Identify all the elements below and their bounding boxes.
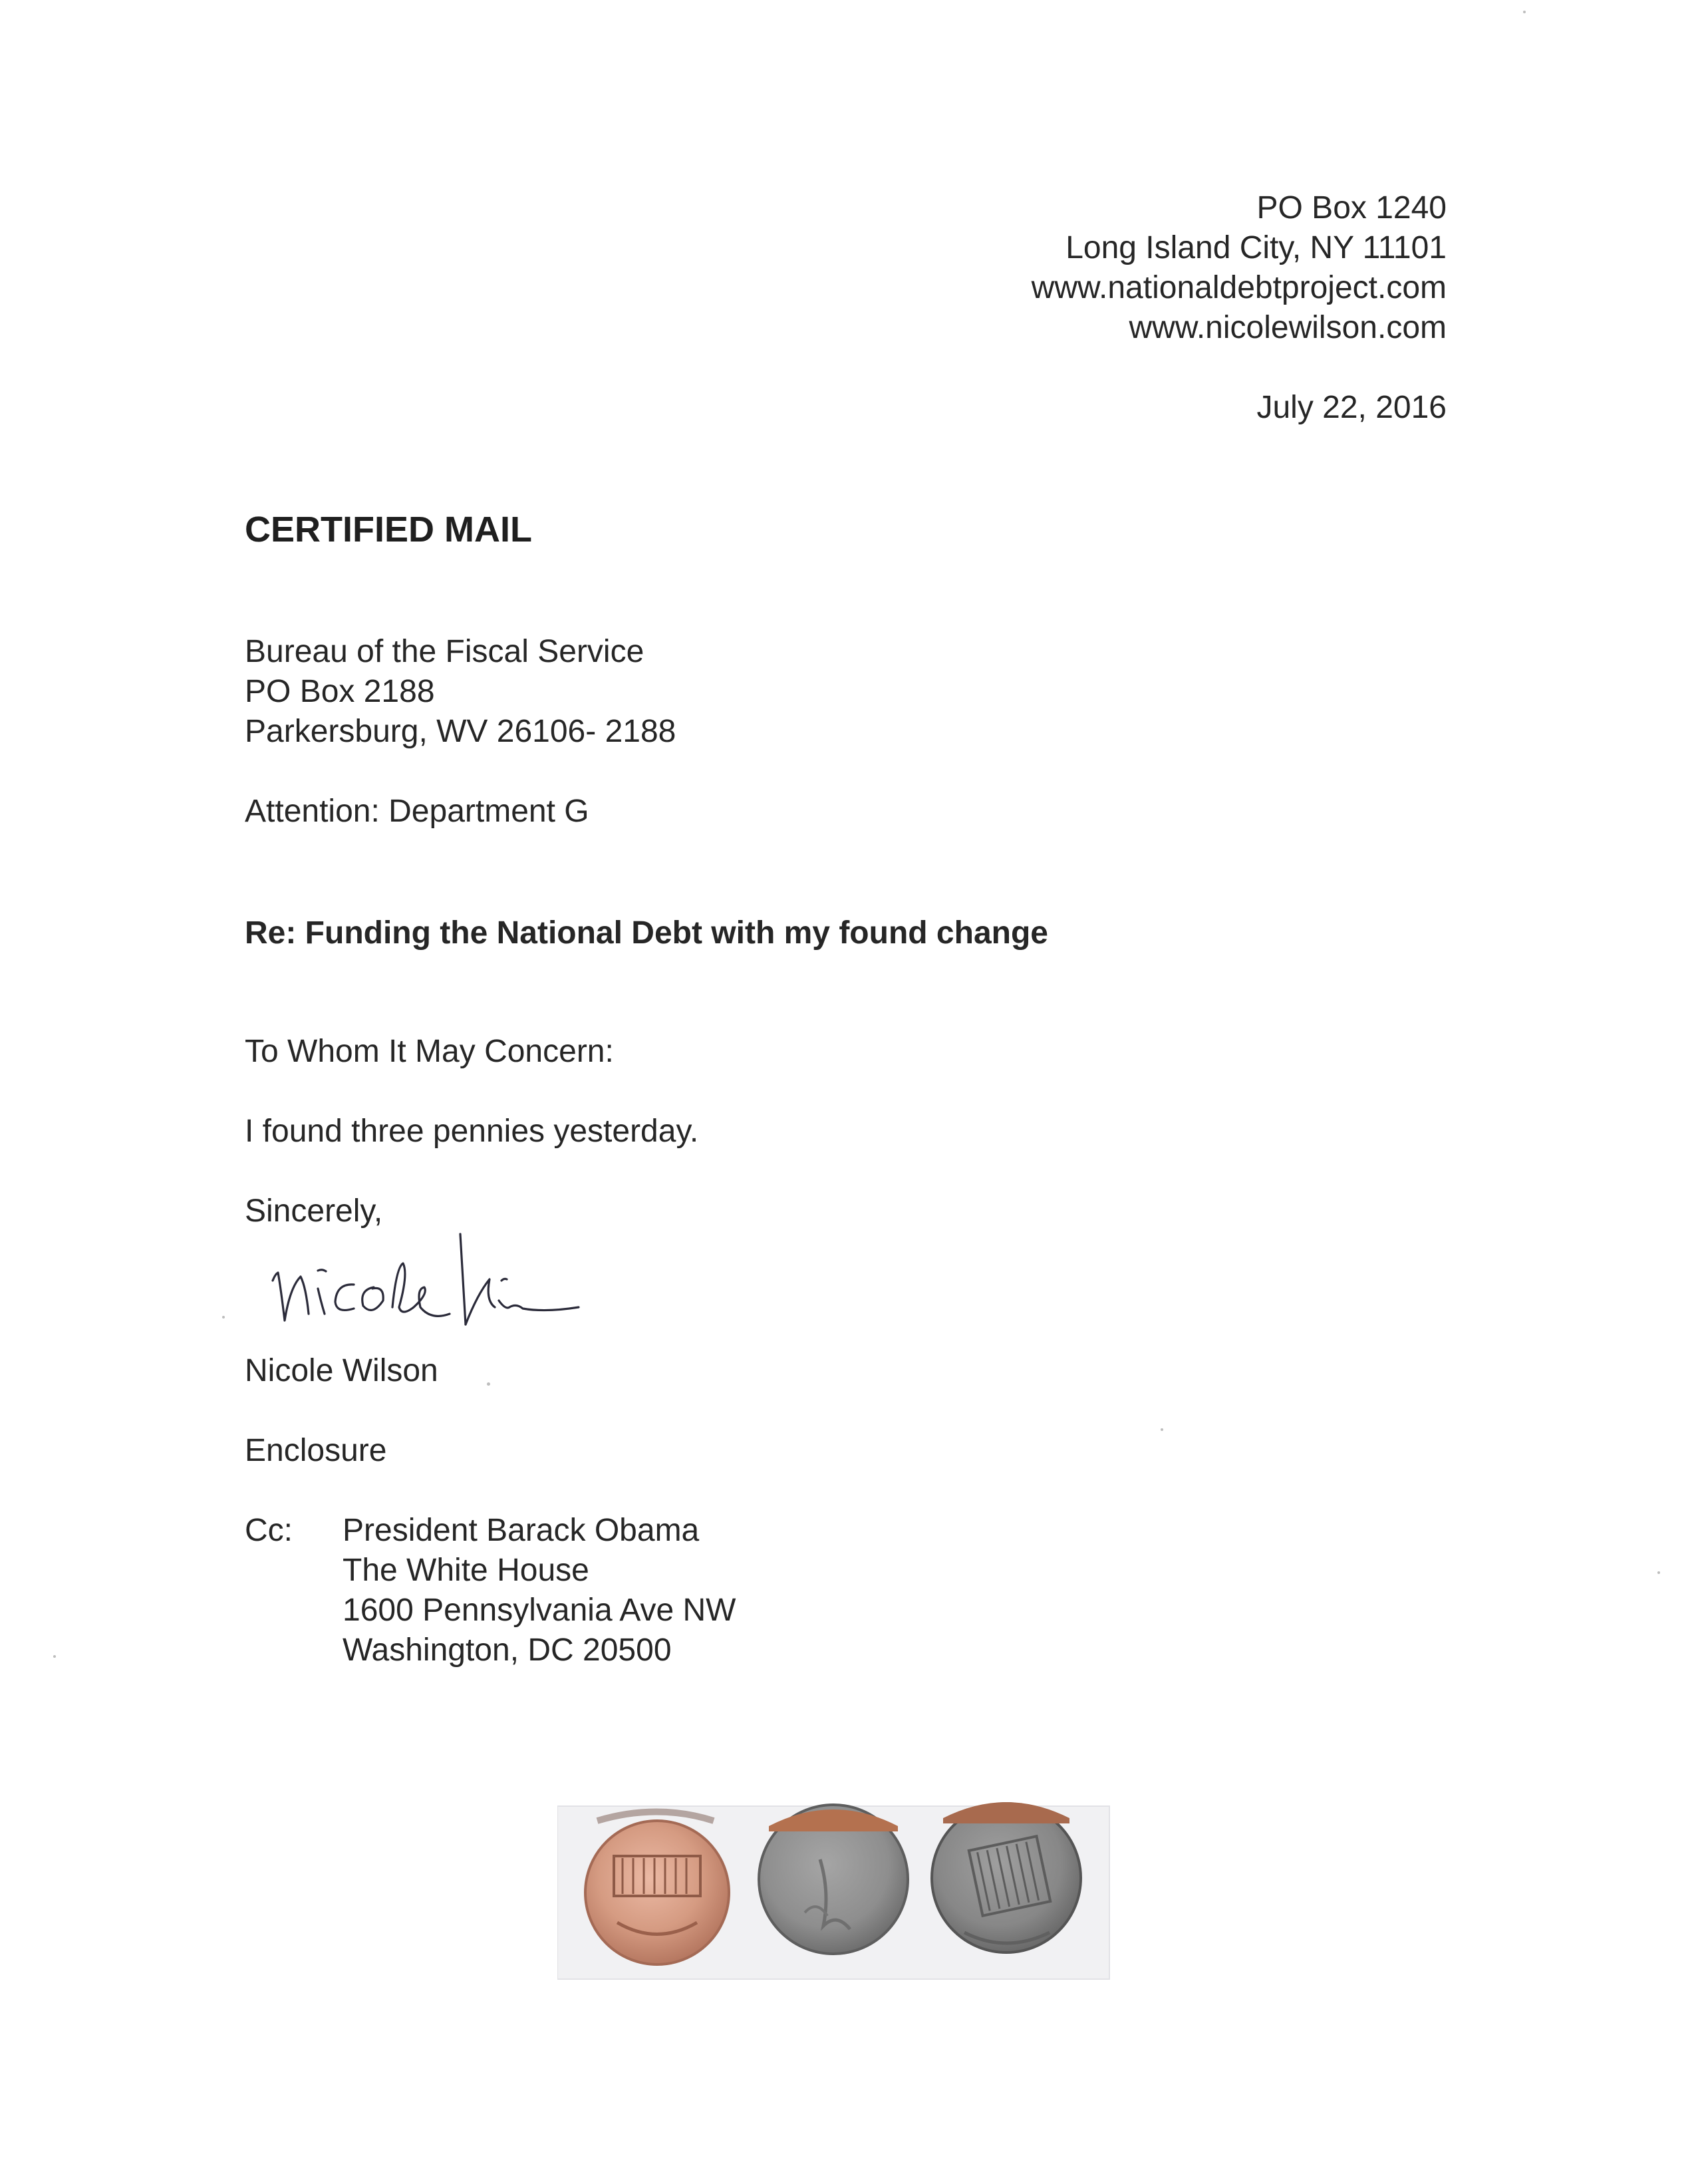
closing: Sincerely, xyxy=(245,1193,383,1229)
recipient-address-line1: PO Box 2188 xyxy=(245,674,435,709)
recipient-name: Bureau of the Fiscal Service xyxy=(245,634,644,669)
scan-speck xyxy=(53,1655,56,1658)
sender-address-line1: PO Box 1240 xyxy=(1256,190,1447,226)
sender-website-national-debt: www.nationaldebtproject.com xyxy=(1031,270,1447,305)
cc-line3: 1600 Pennsylvania Ave NW xyxy=(343,1593,736,1628)
cc-line2: The White House xyxy=(343,1553,589,1588)
scan-speck xyxy=(1657,1571,1660,1574)
salutation: To Whom It May Concern: xyxy=(245,1034,614,1069)
scan-speck xyxy=(1523,11,1526,13)
letter-date: July 22, 2016 xyxy=(1256,390,1447,425)
sender-website-personal: www.nicolewilson.com xyxy=(1129,310,1447,345)
enclosure-note: Enclosure xyxy=(245,1433,387,1468)
cc-line1: President Barack Obama xyxy=(343,1513,700,1548)
subject-line: Re: Funding the National Debt with my found change xyxy=(245,915,1048,951)
sender-address-line2: Long Island City, NY 11101 xyxy=(1065,230,1447,265)
cc-line4: Washington, DC 20500 xyxy=(343,1633,672,1668)
letter-body: I found three pennies yesterday. xyxy=(245,1114,699,1149)
taped-pennies-image xyxy=(557,1780,1116,1999)
recipient-address-line2: Parkersburg, WV 26106- 2188 xyxy=(245,714,676,749)
mail-type-heading: CERTIFIED MAIL xyxy=(245,510,532,549)
scan-speck xyxy=(1161,1428,1163,1431)
penny-3 xyxy=(932,1802,1081,1952)
scan-speck xyxy=(222,1316,225,1319)
cc-label: Cc: xyxy=(245,1513,293,1548)
scan-speck xyxy=(487,1382,490,1386)
attention-line: Attention: Department G xyxy=(245,794,589,829)
signer-name: Nicole Wilson xyxy=(245,1353,438,1388)
penny-2 xyxy=(759,1805,908,1954)
handwritten-signature xyxy=(266,1207,692,1334)
